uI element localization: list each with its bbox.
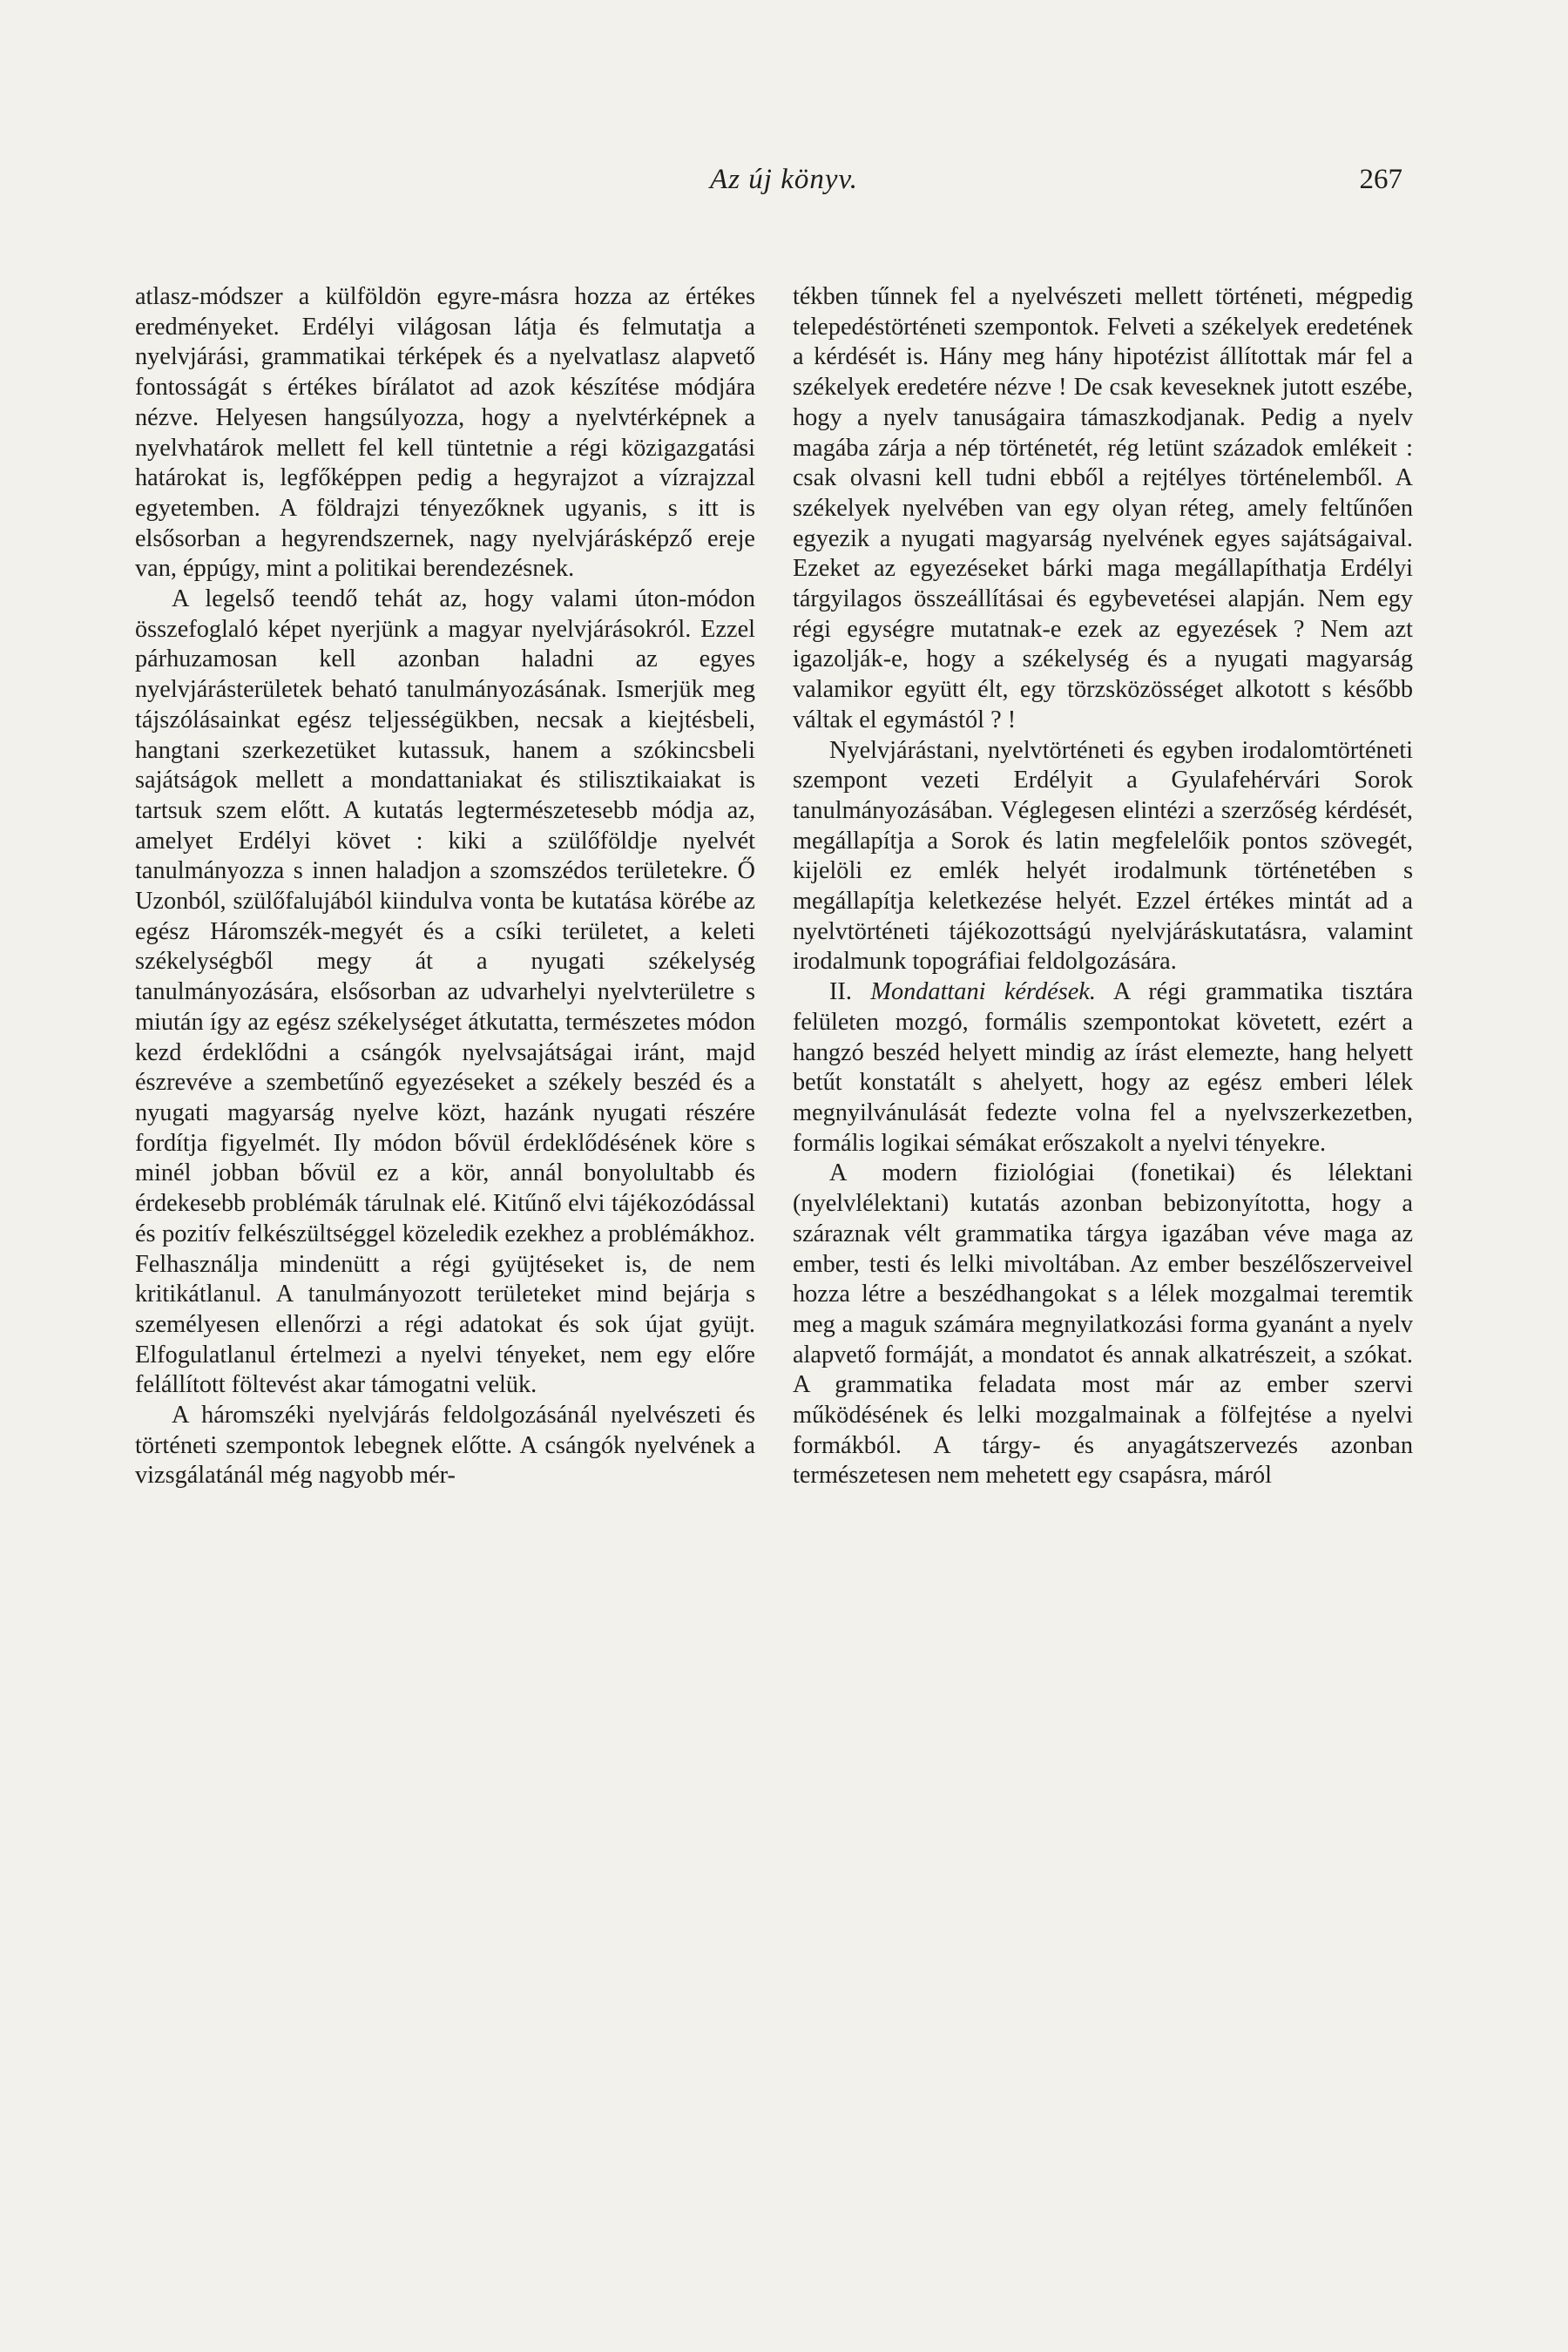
left-paragraph-3: A háromszéki nyelvjárás feldolgozásánál nyelvészeti és történeti szempontok lebegnek előtte. A csángók nyelvének a vizsgálatánál még nagyobb mér- (135, 1402, 755, 1490)
right-paragraph-4: A modern fiziológiai (fonetikai) és lélektani (nyelvlélektani) kutatás azonban bebizonyította, hogy a száraznak vélt grammatika tárgya igazában véve maga az ember, testi és lelki mivoltában. Az ember beszélőszerveivel hozza létre a beszédhangokat s a lélek mozgalmai teremtik meg a maguk számára megnyilatkozási forma gyanánt a nyelv alapvető formáját, a mondatot és annak alkatrészeit, a szókat. A grammatika feladata most már az ember szervi működésének és lelki mozgalmainak a fölfejtése a nyelvi formákból. A tárgy- és anyagátszervezés azonban természetesen nem mehetett egy csapásra, máról (793, 1159, 1413, 1490)
page-number: 267 (1359, 164, 1402, 195)
left-paragraph-1: atlasz-módszer a külföldön egyre-másra hozza az értékes eredményeket. Erdélyi világosan látja és felmutatja a nyelvjárási, grammatikai térképek és a nyelvatlasz alapvető fontosságát s értékes bírálatot ad azok készítése módjára nézve. Helyesen hangsúlyozza, hogy a nyelvtérképnek a nyelvhatárok mellett fel kell tüntetnie a régi közigazgatási határokat is, legfőképpen pedig a hegyrajzot a vízrajzzal egyetemben. A földrajzi tényezőknek ugyanis, s itt is elsősorban a hegyrendszernek, nagy nyelvjárásképző ereje van, éppúgy, mint a politikai berendezésnek. (135, 283, 755, 583)
left-paragraph-2: A legelső teendő tehát az, hogy valami úton-módon összefoglaló képet nyerjünk a magyar nyelvjárásokról. Ezzel párhuzamosan kell azonban haladni az egyes nyelvjárásterületek beható tanulmányozásának. Ismerjük meg tájszólásainkat egész teljességükben, necsak a kiejtésbeli, hangtani szerkezetüket kutassuk, hanem a szókincsbeli sajátságok mellett a mondattaniakat és stilisztikaiakat is tartsuk szem előtt. A kutatás legtermészetesebb módja az, amelyet Erdélyi követ : kiki a szülőföldje nyelvét tanulmányozza s innen haladjon a szomszédos területekre. Ő Uzonból, szülőfalujából kiindulva vonta be kutatása körébe az egész Háromszék-megyét és a csíki területet, a keleti székelységből megy át a nyugati székelység tanulmányozására, elsősorban az udvarhelyi nyelvterületre s miután így az egész székelységet átkutatta, természetes módon kezd érdeklődni a csángók nyelvsajátságai iránt, majd észrevéve a szembetűnő egyezéseket a székely beszéd és a nyugati magyarság nyelve közt, hazánk nyugati részére fordítja figyelmét. Ily módon bővül érdeklődésének köre s minél jobban bővül ez a kör, annál bonyolultabb és érdekesebb problémák tárulnak elé. Kitűnő elvi tájékozódással és pozitív felkészültséggel közeledik ezekhez a problémákhoz. Felhasználja mindenütt a régi gyüjtéseket is, de nem kritikátlanul. A tanulmányozott területeket mind bejárja s személyesen ellenőrzi a régi adatokat és sok újat gyüjt. Elfogulatlanul értelmezi a nyelvi tényeket, nem egy előre felállított föltevést akar támogatni velük. (135, 585, 755, 1399)
right-paragraph-1: tékben tűnnek fel a nyelvészeti mellett történeti, mégpedig telepedéstörténeti szempontok. Felveti a székelyek eredetének a kérdését is. Hány meg hány hipotézist állítottak már fel a székelyek eredetére nézve ! De csak keveseknek jutott eszébe, hogy a nyelv tanuságaira támaszkodjanak. Pedig a nyelv magába zárja a nép történetét, rég letünt századok emlékeit : csak olvasni kell tudni ebből a rejtélyes történelemből. A székelyek nyelvében van egy olyan réteg, amely feltűnően egyezik a nyugati magyarság nyelvének egyes sajátságaival. Ezeket az egyezéseket bárki maga megállapíthatja Erdélyi tárgyilagos összeállításai és egybevetései alapján. Nem egy régi egységre mutatnak-e ezek az egyezések ? Nem azt igazolják-e, hogy a székelység és a nyugati magyarság valamikor együtt élt, egy törzsközösséget alkotott s később váltak el egymástól ? ! (793, 283, 1413, 733)
right-column (793, 282, 1413, 1491)
left-column (135, 282, 755, 1491)
running-head (0, 164, 1568, 207)
section-heading: Mondattani kérdések. (870, 978, 1096, 1006)
section-number: II. (829, 978, 871, 1006)
running-head-title: Az új könyv. (710, 164, 858, 195)
right-paragraph-2: Nyelvjárástani, nyelvtörténeti és egyben irodalomtörténeti szempont vezeti Erdélyit a Gyulafehérvári Sorok tanulmányozásában. Véglegesen elintézi a szerzőség kérdését, megállapítja a Sorok és latin megfelelőik pontos szövegét, kijelöli ez emlék helyét irodalmunk történetében s megállapítja keletkezése helyét. Ezzel értékes mintát ad a nyelvtörténeti tájékozottságú nyelvjáráskutatásra, valamint irodalmunk topográfiai feldolgozására. (793, 736, 1413, 976)
right-paragraph-3 (793, 977, 1413, 1159)
section-text: A régi grammatika tisztára felületen mozgó, formális szempontokat követett, ezért a hangzó beszéd helyett mindig az írást elemezte, hang helyett betűt konstatált s ahelyett, hogy az egész emberi lélek megnyilvánulását fedezte volna fel a nyelvszerkezetben, formális logikai sémákat erőszakolt a nyelvi tényekre. (793, 978, 1413, 1157)
